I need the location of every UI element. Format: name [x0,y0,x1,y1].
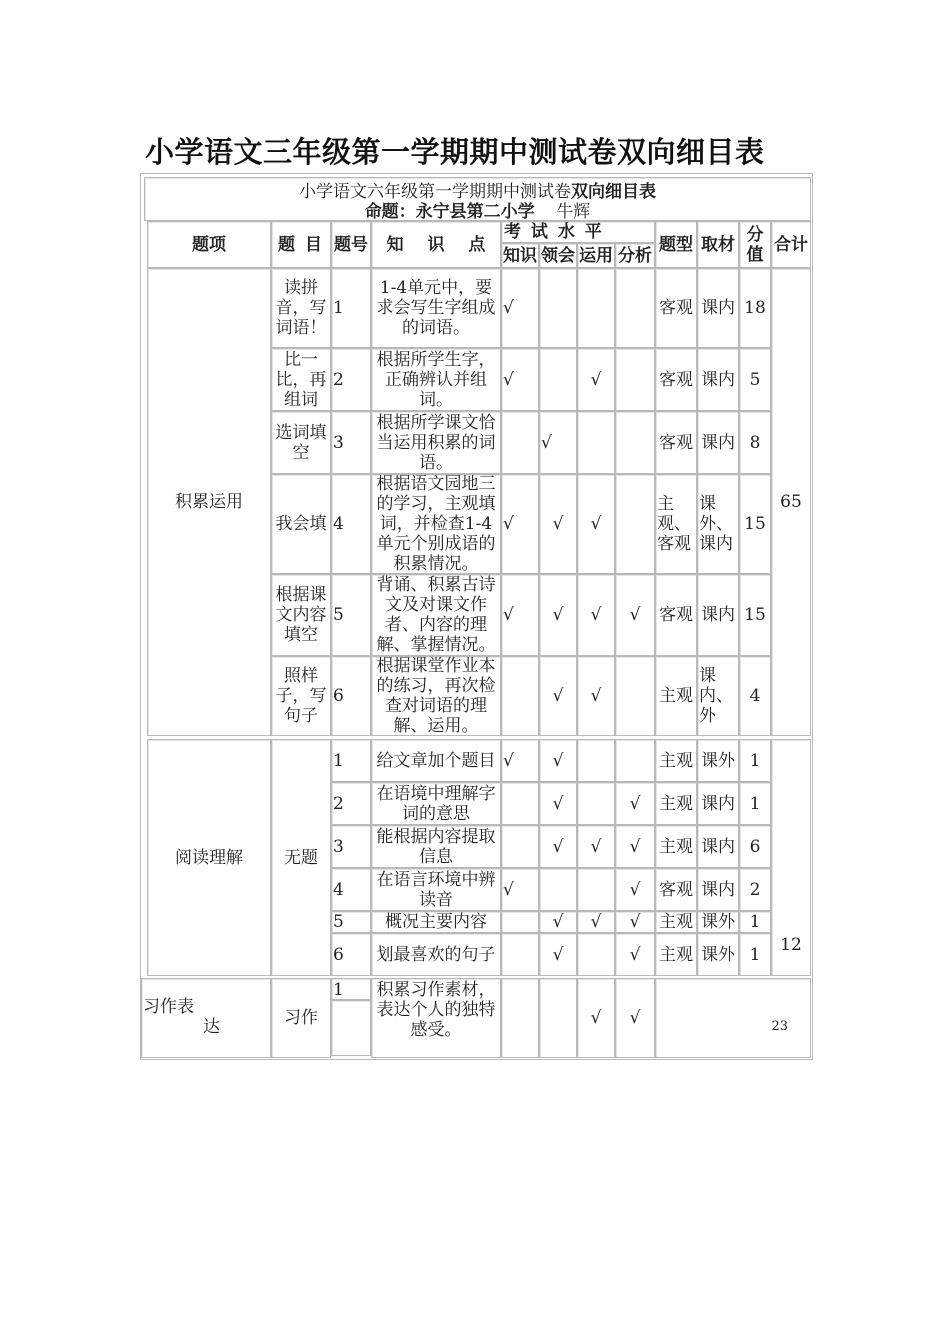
mark-cell: √ [539,933,577,976]
source-cell: 课外 [697,911,739,933]
header-category: 题项 [147,221,271,268]
mark-cell [577,868,615,911]
mark-cell: √ [577,574,615,656]
header-level-analyze: 分析 [615,243,655,268]
mark-cell: √ [501,868,539,911]
knowledge-point-cell: 背诵、积累古诗文及对课文作者、内容的理解、掌握情况。 [371,574,501,656]
number-cell: 3 [331,411,371,474]
knowledge-point-cell: 根据语文园地三的学习，主观填词，并检查1-4单元个别成语的积累情况。 [371,474,501,574]
mark-cell [501,656,539,736]
knowledge-point-cell: 根据课堂作业本的练习，再次检查对词语的理解、运用。 [371,656,501,736]
type-cell: 客观 [655,574,697,656]
mark-cell: √ [615,911,655,933]
mark-cell [501,411,539,474]
mark-cell [615,411,655,474]
source-cell: 课内 [697,825,739,868]
type-cell: 主观 [655,825,697,868]
header-level-knowledge: 知识 [501,243,539,268]
mark-cell [501,911,539,933]
knowledge-point-cell: 在语言环境中辨读音 [371,868,501,911]
type-cell: 客观 [655,411,697,474]
mark-cell: √ [501,739,539,782]
number-cell: 5 [331,911,371,933]
source-cell: 课内 [697,268,739,348]
source-cell: 课内、外 [697,656,739,736]
mark-cell [539,978,577,1058]
spec-table [140,173,813,1060]
mark-cell [501,978,539,1058]
document-title: 小学语文三年级第一学期期中测试卷双向细目表 [145,135,765,169]
header-knowledge: 知 识 点 [371,221,501,268]
source-cell: 课外、课内 [697,474,739,574]
type-cell: 主观 [655,911,697,933]
number-cell: 1 [331,978,371,1000]
type-cell: 客观 [655,268,697,348]
number-cell: 6 [331,656,371,736]
header-type: 题型 [655,221,697,268]
topic-cell: 无题 [271,739,331,976]
type-cell: 客观 [655,348,697,411]
table-caption [144,177,811,221]
mark-cell: √ [577,474,615,574]
mark-cell: √ [539,911,577,933]
number-cell: 2 [331,348,371,411]
score-cell: 4 [739,656,771,736]
category-cell: 积累运用 [147,268,271,736]
type-cell: 主观 [655,739,697,782]
mark-cell: √ [577,825,615,868]
mark-cell [501,933,539,976]
source-cell: 课内 [697,348,739,411]
topic-cell: 习作 [271,978,331,1058]
mark-cell: √ [615,868,655,911]
mark-cell: √ [539,656,577,736]
header-number: 题号 [331,221,371,268]
number-cell: 4 [331,474,371,574]
type-cell: 客观 [655,868,697,911]
mark-cell [615,348,655,411]
mark-cell [577,782,615,825]
score-cell: 18 [739,268,771,348]
knowledge-point-cell: 积累习作素材，表达个人的独特感受。 [371,978,501,1058]
knowledge-point-cell: 能根据内容提取信息 [371,825,501,868]
mark-cell [577,739,615,782]
mark-cell: √ [577,348,615,411]
mark-cell: √ [539,825,577,868]
score-cell: 5 [739,348,771,411]
header-level-apply: 运用 [577,243,615,268]
mark-cell: √ [615,574,655,656]
mark-cell [539,268,577,348]
mark-cell: √ [501,474,539,574]
source-cell: 课外 [697,739,739,782]
mark-cell [615,268,655,348]
section-total: 23 [655,978,811,1058]
header-source: 取材 [697,221,739,268]
mark-cell [577,411,615,474]
mark-cell: √ [501,268,539,348]
mark-cell [615,739,655,782]
score-cell: 1 [739,782,771,825]
knowledge-point-cell: 1-4单元中，要求会写生字组成的词语。 [371,268,501,348]
mark-cell: √ [615,782,655,825]
mark-cell: √ [539,574,577,656]
source-cell: 课外 [697,933,739,976]
section-total: 65 [771,268,811,736]
mark-cell: √ [539,474,577,574]
mark-cell [501,825,539,868]
header-score: 分值 [739,221,771,268]
source-cell: 课内 [697,782,739,825]
mark-cell [501,782,539,825]
mark-cell: √ [615,933,655,976]
type-cell: 主观 [655,782,697,825]
mark-cell [539,348,577,411]
score-cell: 8 [739,411,771,474]
caption-line-2: 命题：永宁县第二小学 牛辉 [364,202,591,221]
number-cell: 4 [331,868,371,911]
knowledge-point-cell: 划最喜欢的句子 [371,933,501,976]
category-cell: 习作表 达 [141,978,271,1058]
type-cell: 主观 [655,933,697,976]
caption-line-1: 小学语文六年级第一学期期中测试卷双向细目表 [299,182,656,202]
mark-cell: √ [577,978,615,1058]
mark-cell: √ [539,782,577,825]
score-cell: 6 [739,825,771,868]
mark-cell [539,868,577,911]
header-level-comprehend: 领会 [539,243,577,268]
knowledge-point-cell: 给文章加个题目 [371,739,501,782]
score-cell: 1 [739,739,771,782]
score-cell: 1 [739,911,771,933]
number-cell: 1 [331,739,371,782]
knowledge-point-cell: 概况主要内容 [371,911,501,933]
mark-cell [577,268,615,348]
score-cell: 15 [739,574,771,656]
knowledge-point-cell: 根据所学课文恰当运用积累的词语。 [371,411,501,474]
knowledge-point-cell: 在语境中理解字词的意思 [371,782,501,825]
number-cell: 3 [331,825,371,868]
type-cell: 主观、客观 [655,474,697,574]
type-cell: 主观 [655,656,697,736]
source-cell: 课内 [697,868,739,911]
mark-cell [615,474,655,574]
header-level: 考 试 水 平 [501,221,655,243]
mark-cell: √ [577,656,615,736]
mark-cell [577,933,615,976]
number-cell: 5 [331,574,371,656]
topic-cell: 比一比，再组词 [271,348,331,411]
number-cell: 1 [331,268,371,348]
header-topic: 题 目 [271,221,331,268]
score-cell: 15 [739,474,771,574]
topic-cell: 选词填空 [271,411,331,474]
mark-cell: √ [501,574,539,656]
score-cell: 2 [739,868,771,911]
topic-cell: 我会填 [271,474,331,574]
header-total: 合计 [771,221,811,268]
topic-cell: 照样子，写句子 [271,656,331,736]
number-cell-empty [331,1000,371,1056]
source-cell: 课内 [697,411,739,474]
mark-cell [615,656,655,736]
mark-cell: √ [501,348,539,411]
section-total: 12 [771,739,811,976]
score-cell: 1 [739,933,771,976]
topic-cell: 读拼音，写词语！ [271,268,331,348]
mark-cell: √ [539,411,577,474]
topic-cell: 根据课文内容填空 [271,574,331,656]
number-cell: 6 [331,933,371,976]
mark-cell: √ [615,978,655,1058]
source-cell: 课内 [697,574,739,656]
number-cell: 2 [331,782,371,825]
mark-cell: √ [615,825,655,868]
knowledge-point-cell: 根据所学生字，正确辨认并组词。 [371,348,501,411]
category-cell: 阅读理解 [147,739,271,976]
mark-cell: √ [577,911,615,933]
mark-cell: √ [539,739,577,782]
